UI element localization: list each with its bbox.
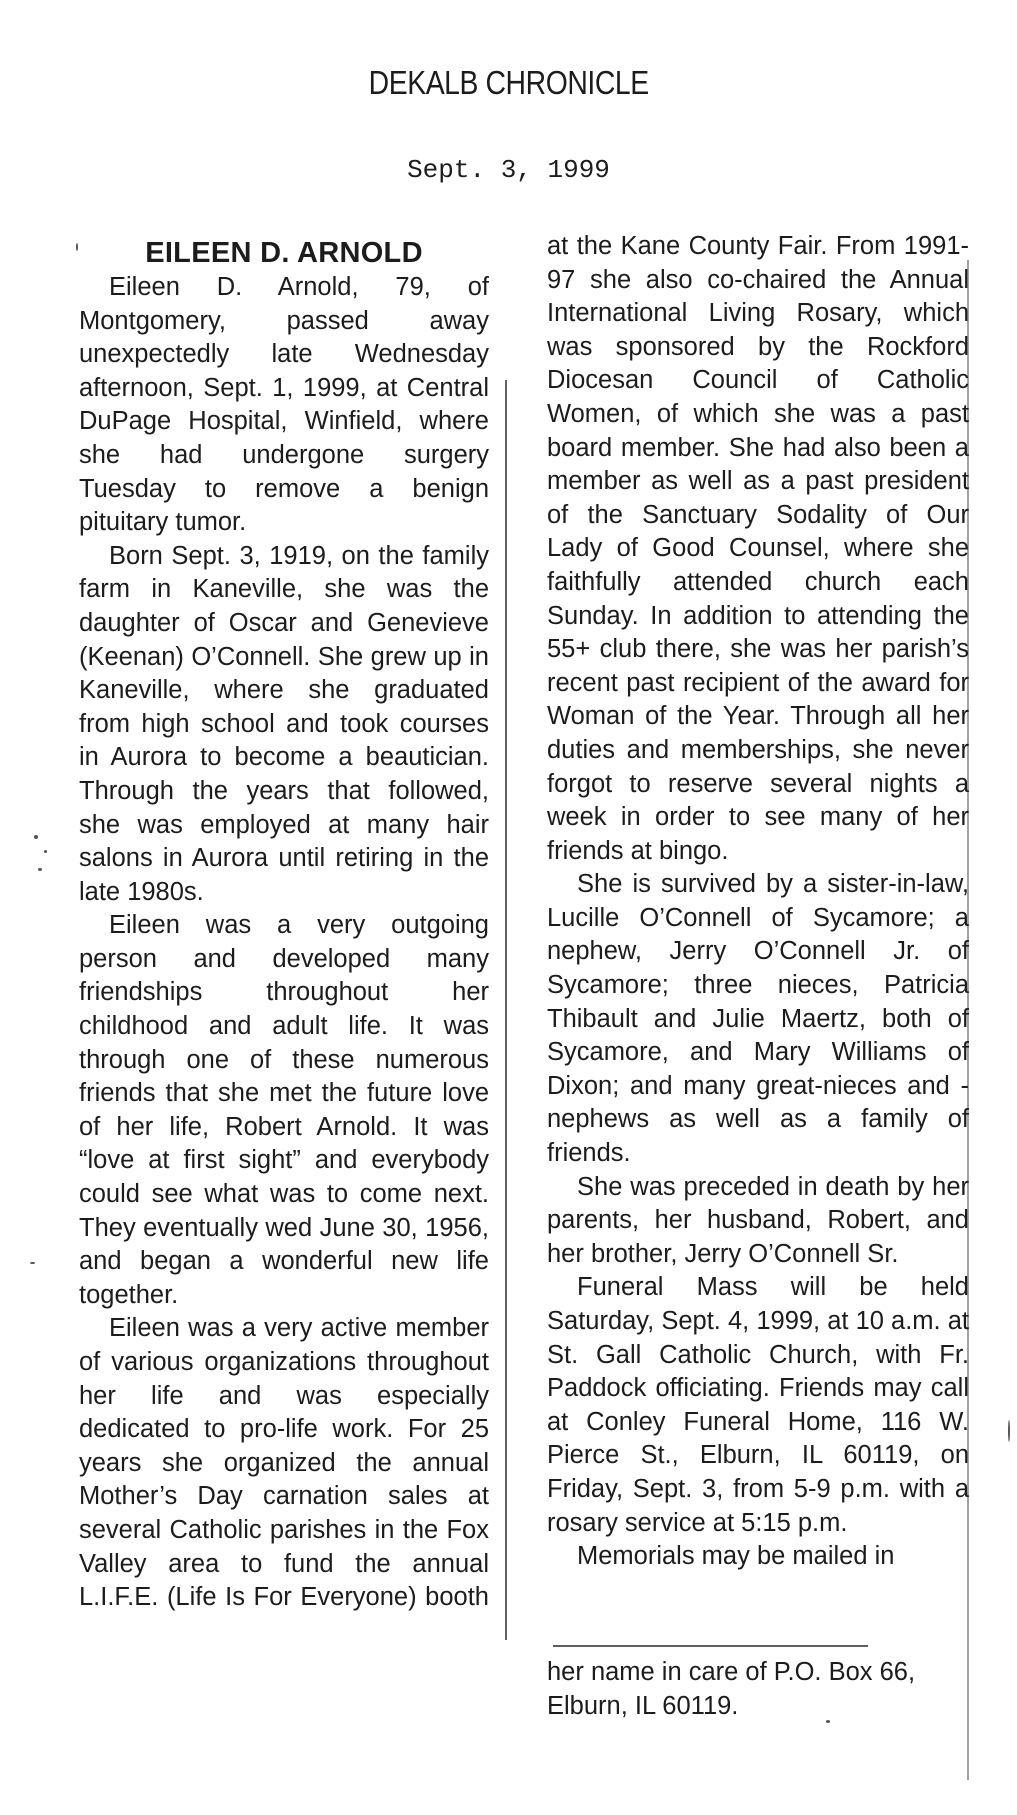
scan-speck	[76, 243, 78, 251]
column-divider	[505, 380, 507, 1640]
paragraph-death-notice: Eileen D. Arnold, 79, of Montgomery, passed away unexpectedly late Wednesday afternoon, Sept. 1, 1999, at Central DuPage Hospital, Winfield, where she had undergone surgery Tuesday to remove a benign pituitary tumor.	[79, 273, 489, 537]
memorials-continuation	[547, 1656, 969, 1723]
scan-speck	[30, 1262, 35, 1264]
paragraph-activities-continued: at the Kane County Fair. From 1991-97 she also co-chaired the Annual International Living Rosary, which was sponsored by the Rockford Diocesan Council of Catholic Women, of which she was a past board member. She had also been a member as well as a past president of the Sanctuary Sodality of Our Lady of Good Counsel, where she faithfully attended church each Sunday. In addition to attending the 55+ club there, she was her parish’s recent past recipient of the award for Woman of the Year. Through all her duties and memberships, she never forgot to reserve several nights a week in order to see many of her friends at bingo.	[547, 232, 969, 865]
publication-date: Sept. 3, 1999	[407, 155, 610, 185]
paste-up-rule	[553, 1645, 868, 1647]
scan-speck	[34, 835, 38, 839]
scan-speck	[826, 1720, 830, 1723]
continuation-line: Elburn, IL 60119.	[547, 1691, 739, 1720]
paragraph-memorials: Memorials may be mailed in	[577, 1542, 895, 1571]
continuation-line: her name in care of P.O. Box 66,	[547, 1658, 916, 1686]
paragraph-marriage: Eileen was a very outgoing person and developed many friendships throughout her childhood and adult life. It was through one of these numerous friends that she met the future love of her life, Robert Arnold. It was “love at first sight” and everybody could see what was to come next. They eventually wed June 30, 1956, and began a wonderful new life together.	[79, 911, 489, 1309]
paragraph-funeral: Funeral Mass will be held Saturday, Sept. 4, 1999, at 10 a.m. at St. Gall Catholic Church, with Fr. Paddock officiating. Friends may call at Conley Funeral Home, 116 W. Pierce St., Elburn, IL 60119, on Friday, Sept. 3, from 5-9 p.m. with a rosary service at 5:15 p.m.	[547, 1273, 969, 1537]
paragraph-early-life: Born Sept. 3, 1919, on the family farm in Kaneville, she was the daughter of Oscar and Genevieve (Keenan) O’Connell. She grew up in Kaneville, where she graduated from high school and took courses in Aurora to become a beautician. Through the years that followed, she was employed at many hair salons in Aurora until retiring in the late 1980s.	[79, 541, 489, 906]
paragraph-activities: Eileen was a very active member of various organizations throughout her life and was especially dedicated to pro-life work. For 25 years she organized the annual Mother’s Day carnation sales at several Catholic parishes in the Fox Valley area to fund the annual L.I.F.E. (Life Is For Everyone) booth	[79, 1314, 489, 1612]
paragraph-preceded: She was preceded in death by her parents, her husband, Robert, and her brother, Jerry O’Connell Sr.	[547, 1172, 969, 1268]
scan-speck	[1008, 1420, 1010, 1442]
column-left	[79, 228, 489, 1615]
masthead: DEKALB CHRONICLE	[368, 64, 649, 101]
paragraph-survivors: She is survived by a sister-in-law, Lucille O’Connell of Sycamore; a nephew, Jerry O’Connell Jr. of Sycamore; three nieces, Patricia Thibault and Julie Maertz, both of Sycamore, and Mary Williams of Dixon; and many great-nieces and -nephews as well as a family of friends.	[547, 870, 969, 1168]
scan-speck	[44, 850, 47, 853]
column-right	[547, 230, 969, 1574]
obituary-headline: EILEEN D. ARNOLD	[145, 237, 423, 269]
scan-speck	[38, 868, 42, 871]
